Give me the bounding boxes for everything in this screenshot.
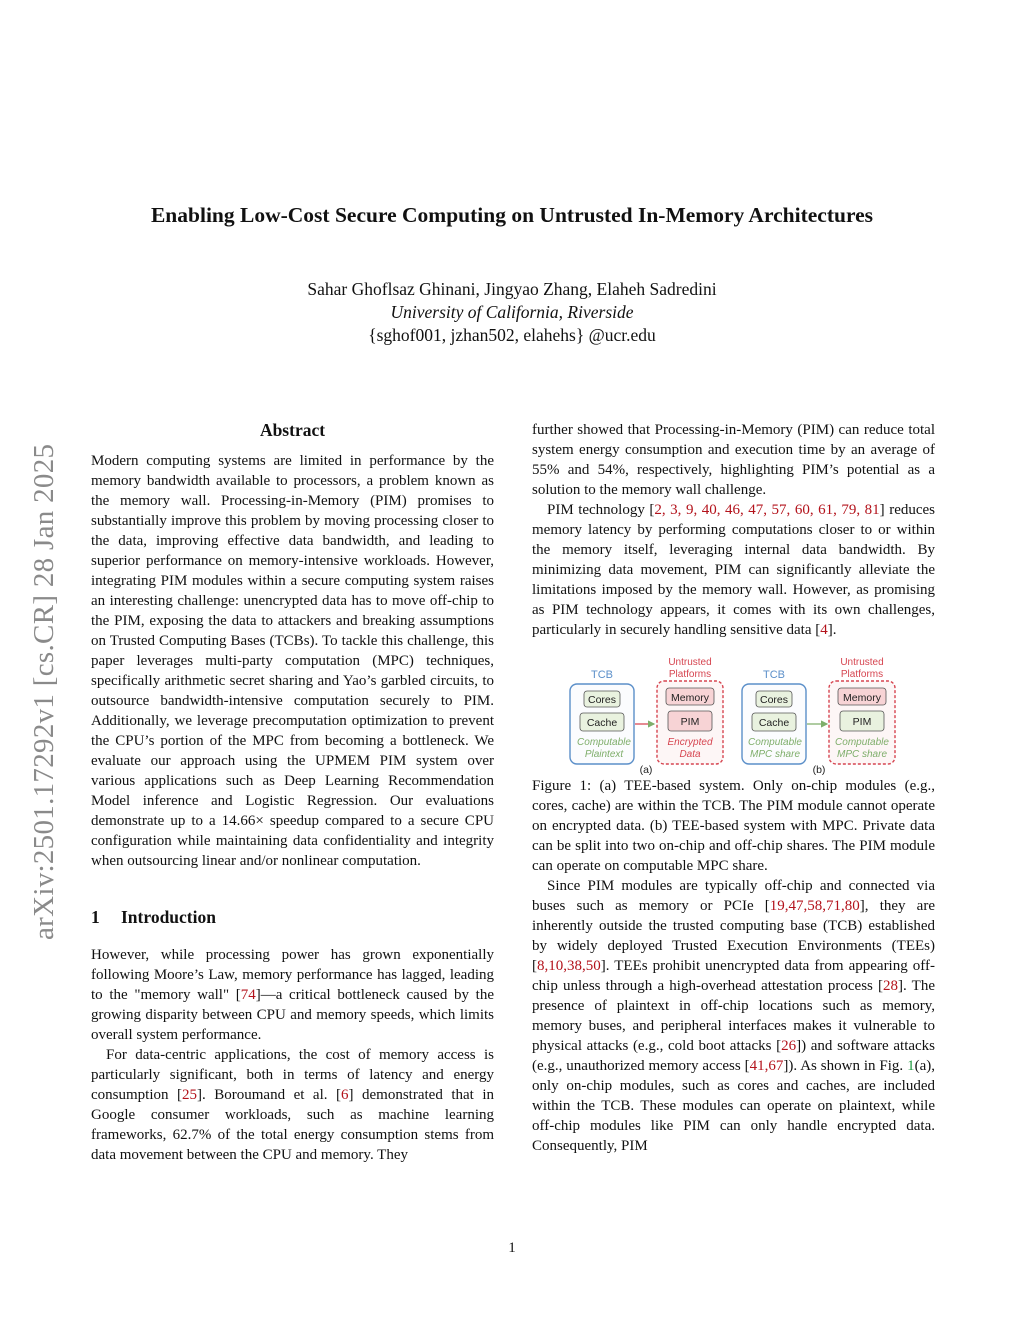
memory-label: Memory	[843, 692, 881, 704]
section-number: 1	[91, 907, 100, 927]
intro-paragraph-3: further showed that Processing-in-Memory (PIM) can reduce total system energy consumption and execution time by an average of 55% and 54%, respectively, highlighting PIM’s potential as a solution to the memory wall challenge.	[532, 422, 935, 498]
mpc-share-label-line1: Computable	[748, 737, 802, 748]
citation-link[interactable]: 2, 3, 9, 40, 46, 47, 57, 60, 61, 79, 81	[654, 502, 880, 518]
author-block	[0, 278, 1024, 347]
untrusted-label-line1: Untrusted	[668, 657, 712, 668]
citation-link[interactable]: 41,67	[749, 1058, 784, 1074]
abstract-heading: Abstract	[259, 420, 326, 440]
untrusted-label-line2: Platforms	[840, 669, 884, 680]
tcb-label: TCB	[591, 669, 613, 681]
left-column	[91, 420, 494, 1165]
citation-link[interactable]: 26	[781, 1038, 797, 1054]
encrypted-label-line1: Encrypted	[667, 737, 713, 748]
mpc-share-label-line2: MPC share	[749, 749, 801, 760]
memory-label: Memory	[671, 692, 709, 704]
citation-link[interactable]: 8,10,38,50	[537, 958, 601, 974]
citation-link[interactable]: 4	[820, 622, 828, 638]
pim-label: PIM	[852, 716, 872, 728]
abstract-text: Modern computing systems are limited in performance by the memory bandwidth available to processors, a problem known as the memory wall. Processing-in-Memory (PIM) promises to substantially improve this problem by moving processing closer to the data, improving effective data bandwidth, and leading to superior performance on memory-intensive workloads. However, integrating PIM modules within a secure computing system raises an interesting challenge: unencrypted data has to move off-chip to the PIM, exposing the data to attackers and breaking assumptions on Trusted Computing Bases (TCBs). To tackle this challenge, this paper leverages multi-party computation (MPC) techniques, specifically arithmetic secret sharing and Yao’s garbled circuits, to outsource bandwidth-intensive computation securely to PIM. Additionally, we leverage precomputation optimization to prevent the CPU’s portion of the MPC from becoming a bottleneck. We evaluate our approach using the UPMEM PIM system over various applications such as Deep Learning Recommendation Model inference and Logistic Regression. Our evaluations demonstrate up to a 14.66× speedup compared to a secure CPU configuration while maintaining data confidentiality and integrity when outsourcing linear and/or nonlinear computation.	[91, 453, 494, 869]
citation-link[interactable]: 6	[341, 1087, 349, 1103]
panel-b-label: (b)	[812, 764, 826, 776]
intro-paragraph-1: However, while processing power has grown exponentially following Moore’s Law, memory performance has lagged, leading to the "memory wall" [74]—a critical bottleneck caused by the growing disparity between CPU and memory speeds, which limits overall system performance.	[91, 947, 494, 1043]
mpc-share-label-line1: Computable	[835, 737, 889, 748]
untrusted-label-line2: Platforms	[668, 669, 712, 680]
section-title: Introduction	[121, 907, 216, 927]
intro-paragraph-4: PIM technology [2, 3, 9, 40, 46, 47, 57, 60, 61, 79, 81] reduces memory latency by performing computations closer to or within the memory itself, leveraging internal data bandwidth. By minimizing data movement, PIM can significantly alleviate the limitations imposed by the memory wall. However, as promising as PIM technology appears, it comes with its own challenges, particularly in securely handling sensitive data [4].	[532, 502, 936, 638]
mpc-share-label-line2: MPC share	[836, 749, 888, 760]
author-names: Sahar Ghoflsaz Ghinani, Jingyao Zhang, Elaheh Sadredini	[307, 279, 717, 299]
figure-1	[532, 656, 935, 776]
author-emails: {sghof001, jzhan502, elahehs} @ucr.edu	[368, 325, 656, 345]
cores-label: Cores	[587, 694, 617, 706]
section-heading-introduction	[91, 907, 494, 927]
plaintext-label-line2: Plaintext	[584, 749, 624, 760]
arxiv-identifier: arXiv:2501.17292v1 [cs.CR] 28 Jan 2025	[28, 443, 60, 940]
cache-label: Cache	[758, 717, 790, 729]
affiliation: University of California, Riverside	[390, 302, 634, 322]
intro-paragraph-5: Since PIM modules are typically off-chip and connected via buses such as memory or PCIe [19,47,58,71,80], they are inherently outside the trusted computing base (TCB) established by widely deployed Trusted Execution Environments (TEEs) [8,10,38,50]. TEEs prohibit unencrypted data from appearing off-chip unless through a high-overhead attestation process [28]. The presence of plaintext in off-chip locations such as memory, memory buses, and peripheral interfaces makes it vulnerable to physical attacks (e.g., cold boot attacks [26]) and software attacks (e.g., unauthorized memory access [41,67]). As shown in Fig. 1(a), only on-chip modules, such as cores and caches, are included within the TCB. These modules can operate on plaintext, while off-chip modules like PIM can only handle encrypted data. Consequently, PIM	[532, 878, 936, 1154]
citation-link[interactable]: 19,47,58,71,80	[769, 898, 860, 914]
figure-1-diagram	[532, 656, 935, 776]
citation-link[interactable]: 25	[182, 1087, 198, 1103]
panel-a-label: (a)	[639, 764, 653, 776]
cache-label: Cache	[586, 717, 618, 729]
citation-link[interactable]: 28	[883, 978, 899, 994]
figure-reference-link[interactable]: 1	[907, 1058, 915, 1074]
intro-paragraph-2: For data-centric applications, the cost of memory access is particularly significant, both in terms of latency and energy consumption [25]. Boroumand et al. [6] demonstrated that in Google consumer workloads, such as machine learning frameworks, 62.7% of the total energy consumption stems from data movement between the CPU and memory. They	[91, 1047, 495, 1163]
right-column	[532, 420, 935, 1156]
paper-title: Enabling Low-Cost Secure Computing on Untrusted In-Memory Architectures	[150, 203, 874, 227]
figure-1-caption: Figure 1: (a) TEE-based system. Only on-chip modules (e.g., cores, cache) are within the TCB. The PIM module cannot operate on encrypted data. (b) TEE-based system with MPC. Private data can be split into two on-chip and off-chip shares. The PIM module can operate on computable MPC share.	[532, 778, 935, 874]
pim-label: PIM	[680, 716, 700, 728]
citation-link[interactable]: 74	[240, 987, 256, 1003]
encrypted-label-line2: Data	[679, 749, 701, 760]
tcb-label: TCB	[763, 669, 785, 681]
cores-label: Cores	[759, 694, 789, 706]
untrusted-label-line1: Untrusted	[840, 657, 884, 668]
page-number: 1	[508, 1240, 516, 1256]
plaintext-label-line1: Computable	[577, 737, 631, 748]
